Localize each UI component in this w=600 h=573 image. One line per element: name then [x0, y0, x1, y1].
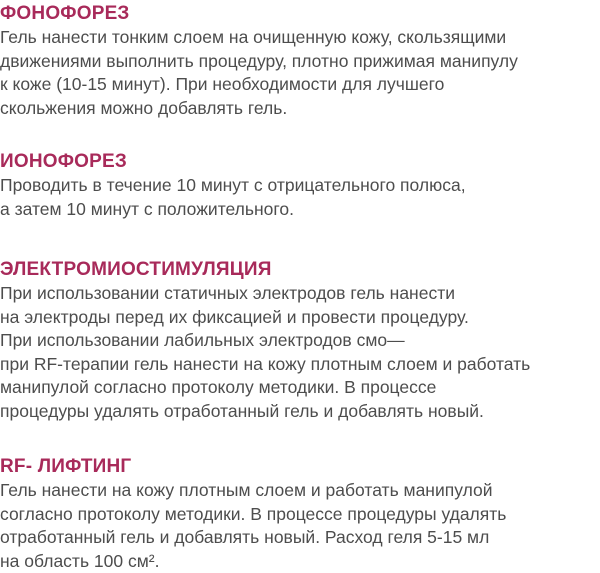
section-title: ЭЛЕКТРОМИОСТИМУЛЯЦИЯ: [0, 258, 530, 282]
section-title: RF- ЛИФТИНГ: [0, 455, 506, 479]
section-electromyostimulation: [0, 258, 530, 423]
text-line: скольжения можно добавлять гель.: [0, 97, 518, 121]
text-line: манипулой согласно протоколу методики. В процессе: [0, 376, 530, 400]
text-line: Гель нанести на кожу плотным слоем и работать манипулой: [0, 479, 506, 503]
section-title: ИОНОФОРЕЗ: [0, 150, 466, 174]
text-line: на область 100 см².: [0, 550, 506, 573]
section-phonophoresis: [0, 2, 518, 120]
section-rf-lifting: [0, 455, 506, 573]
text-line: отработанный гель и добавлять новый. Расход геля 5-15 мл: [0, 526, 506, 550]
text-line: на электроды перед их фиксацией и провести процедуру.: [0, 306, 530, 330]
text-line: а затем 10 минут с положительного.: [0, 198, 466, 222]
section-iontophoresis: [0, 150, 466, 221]
text-line: Гель нанести тонким слоем на очищенную кожу, скользящими: [0, 26, 518, 50]
text-line: согласно протоколу методики. В процессе процедуры удалять: [0, 503, 506, 527]
section-title: ФОНОФОРЕЗ: [0, 2, 518, 26]
text-line: движениями выполнить процедуру, плотно прижимая манипулу: [0, 50, 518, 74]
text-line: При использовании лабильных электродов смо—: [0, 329, 530, 353]
text-line: При использовании статичных электродов гель нанести: [0, 282, 530, 306]
text-line: при RF-терапии гель нанести на кожу плотным слоем и работать: [0, 353, 530, 377]
text-line: процедуры удалять отработанный гель и добавлять новый.: [0, 400, 530, 424]
text-line: Проводить в течение 10 минут с отрицательного полюса,: [0, 174, 466, 198]
text-line: к коже (10-15 минут). При необходимости для лучшего: [0, 73, 518, 97]
